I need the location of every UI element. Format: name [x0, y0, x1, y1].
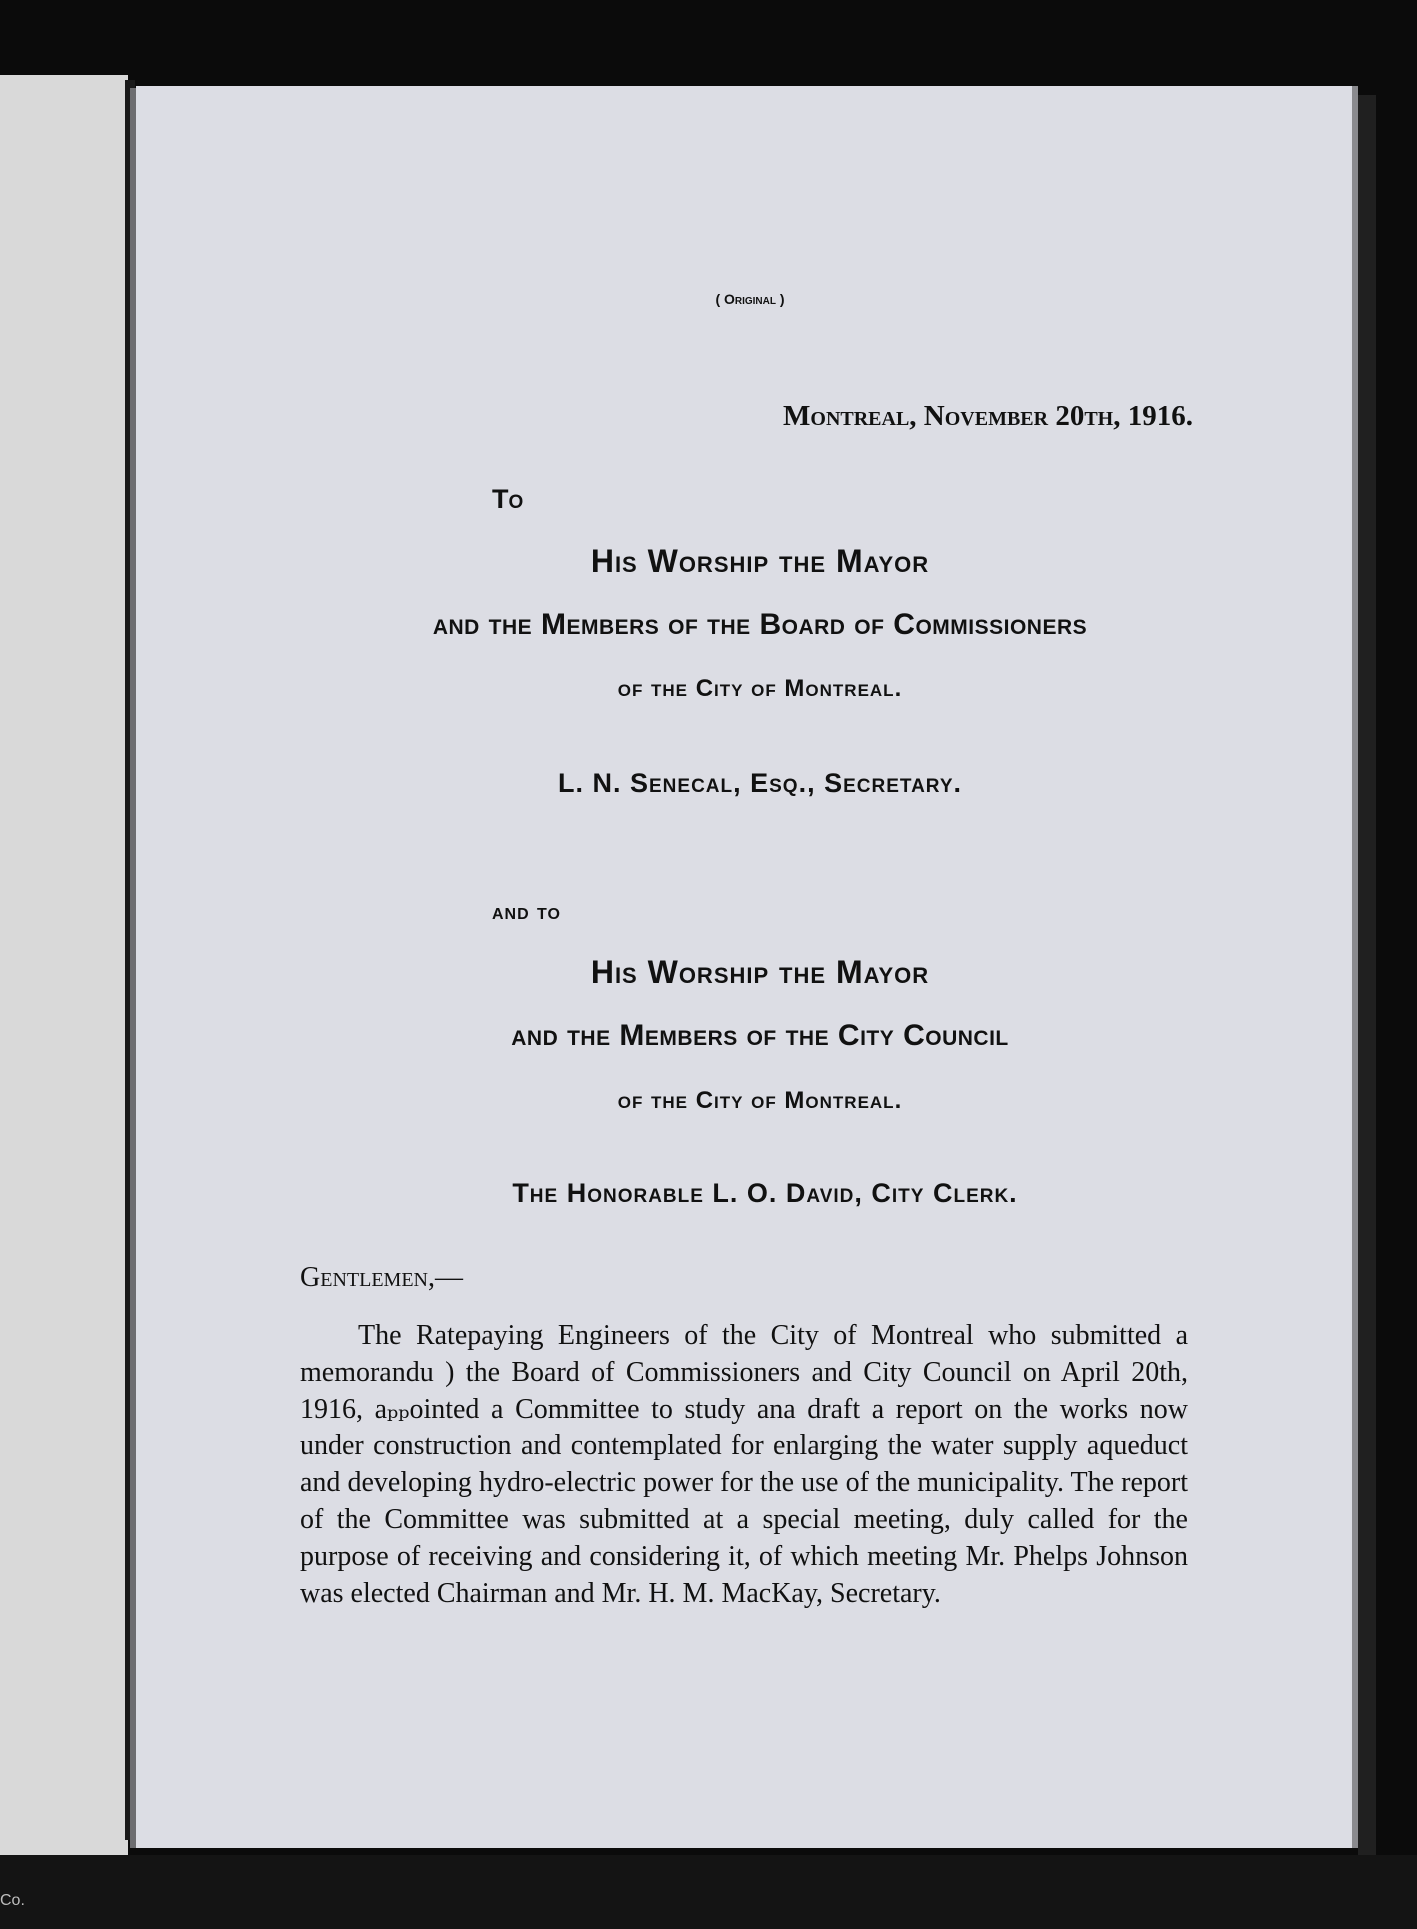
address-city-line-2: of the City of Montreal.	[617, 1087, 903, 1114]
address-city-line-1: of the City of Montreal.	[617, 675, 903, 702]
address-and-to: and to	[492, 898, 561, 924]
address-council-line: and the Members of the City Council	[511, 1019, 1009, 1052]
address-clerk: The Honorable L. O. David, City Clerk.	[512, 1178, 1018, 1208]
dateline: Montreal, November 20th, 1916.	[783, 400, 1193, 432]
address-to: To	[492, 484, 524, 514]
left-page	[0, 75, 128, 1875]
body-paragraph: The Ratepaying Engineers of the City of Montreal who submitted a memorandu ) the Board of Commissioners and City Council on April 20th, 1916, aₚₚointed a Committee to study ana draft a report on the works now under construction and contemplated for enlarging the water supply aqueduct and developing hydro-electric power for the use of the municipality. The report of the Committee was submitted at a special meeting, duly called for the purpose of receiving and considering it, of which meeting Mr. Phelps Johnson was elected Chairman and Mr. H. M. MacKay, Secretary.	[300, 1320, 1188, 1609]
right-edge-shadow	[1358, 95, 1376, 1865]
original-mark: ( Original )	[715, 291, 785, 307]
address-secretary: L. N. Senecal, Esq., Secretary.	[558, 768, 962, 798]
bottom-band	[0, 1855, 1417, 1929]
address-board-line: and the Members of the Board of Commissioners	[432, 608, 1088, 641]
address-worship-1: His Worship the Mayor	[590, 543, 930, 579]
corner-mark: Co.	[0, 1892, 25, 1909]
salutation: Gentlemen,—	[300, 1262, 463, 1293]
address-worship-2: His Worship the Mayor	[590, 954, 930, 990]
